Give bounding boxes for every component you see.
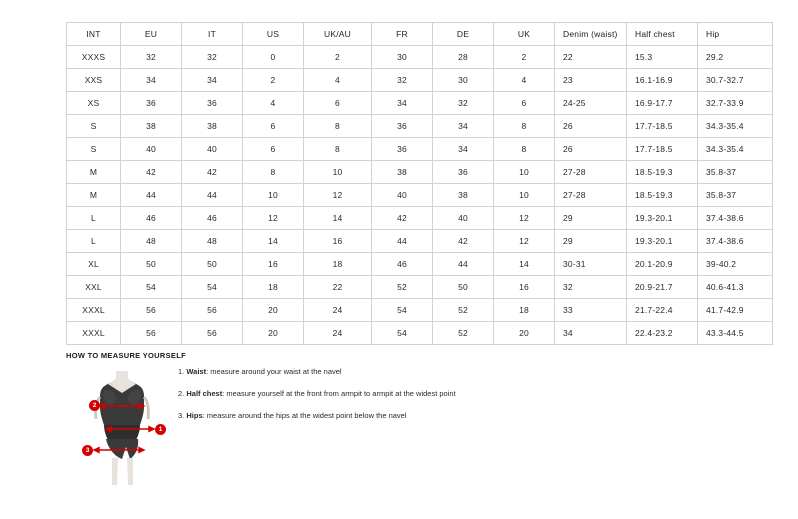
measurement-figure (78, 367, 174, 487)
cell-eu: 36 (121, 92, 182, 115)
cell-de: 42 (433, 230, 494, 253)
cell-uk-au: 10 (304, 161, 372, 184)
cell-half-chest: 20.1-20.9 (627, 253, 698, 276)
cell-fr: 36 (372, 138, 433, 161)
cell-hip: 32.7-33.9 (698, 92, 773, 115)
cell-it: 40 (182, 138, 243, 161)
cell-int: S (67, 115, 121, 138)
cell-eu: 40 (121, 138, 182, 161)
cell-hip: 35.8-37 (698, 184, 773, 207)
cell-fr: 54 (372, 322, 433, 345)
cell-it: 38 (182, 115, 243, 138)
cell-hip: 30.7-32.7 (698, 69, 773, 92)
cell-half-chest: 21.7-22.4 (627, 299, 698, 322)
cell-eu: 56 (121, 299, 182, 322)
cell-us: 6 (243, 115, 304, 138)
measure-step-2-label: Half chest (186, 389, 223, 398)
cell-half-chest: 18.5-19.3 (627, 184, 698, 207)
cell-eu: 54 (121, 276, 182, 299)
cell-uk: 18 (494, 299, 555, 322)
table-row (67, 230, 773, 253)
cell-eu: 34 (121, 69, 182, 92)
column-header-uk: UK (494, 23, 555, 46)
cell-fr: 32 (372, 69, 433, 92)
cell-denim-waist: 24-25 (555, 92, 627, 115)
cell-eu: 50 (121, 253, 182, 276)
cell-it: 44 (182, 184, 243, 207)
measure-step-3-text: : measure around the hips at the widest point below the navel (202, 411, 407, 420)
cell-us: 10 (243, 184, 304, 207)
cell-de: 38 (433, 184, 494, 207)
cell-hip: 34.3-35.4 (698, 115, 773, 138)
cell-it: 34 (182, 69, 243, 92)
cell-us: 4 (243, 92, 304, 115)
cell-denim-waist: 34 (555, 322, 627, 345)
cell-int: XXXL (67, 322, 121, 345)
cell-uk: 10 (494, 161, 555, 184)
cell-us: 20 (243, 299, 304, 322)
cell-half-chest: 16.9-17.7 (627, 92, 698, 115)
cell-eu: 38 (121, 115, 182, 138)
cell-denim-waist: 29 (555, 207, 627, 230)
measure-step-2 (178, 389, 608, 398)
how-to-measure-title: HOW TO MEASURE YOURSELF (66, 351, 186, 360)
cell-hip: 43.3-44.5 (698, 322, 773, 345)
cell-it: 42 (182, 161, 243, 184)
table-row (67, 69, 773, 92)
cell-uk-au: 12 (304, 184, 372, 207)
table-row (67, 276, 773, 299)
cell-half-chest: 16.1-16.9 (627, 69, 698, 92)
cell-int: M (67, 161, 121, 184)
cell-hip: 39-40.2 (698, 253, 773, 276)
cell-fr: 30 (372, 46, 433, 69)
cell-uk: 8 (494, 115, 555, 138)
table-row (67, 46, 773, 69)
cell-hip: 37.4-38.6 (698, 230, 773, 253)
cell-fr: 46 (372, 253, 433, 276)
cell-denim-waist: 30-31 (555, 253, 627, 276)
cell-int: XXS (67, 69, 121, 92)
cell-it: 36 (182, 92, 243, 115)
cell-de: 36 (433, 161, 494, 184)
cell-int: L (67, 230, 121, 253)
cell-uk: 20 (494, 322, 555, 345)
size-table-body (67, 46, 773, 345)
cell-denim-waist: 33 (555, 299, 627, 322)
measure-step-2-number: 2. (178, 389, 185, 398)
table-row (67, 115, 773, 138)
cell-half-chest: 15.3 (627, 46, 698, 69)
cell-uk: 6 (494, 92, 555, 115)
cell-hip: 29.2 (698, 46, 773, 69)
cell-de: 30 (433, 69, 494, 92)
cell-us: 0 (243, 46, 304, 69)
cell-fr: 42 (372, 207, 433, 230)
measure-step-1-label: Waist (186, 367, 207, 376)
measure-step-3 (178, 411, 608, 420)
cell-de: 34 (433, 138, 494, 161)
cell-uk: 12 (494, 230, 555, 253)
column-header-hip: Hip (698, 23, 773, 46)
cell-int: M (67, 184, 121, 207)
cell-uk-au: 22 (304, 276, 372, 299)
column-header-fr: FR (372, 23, 433, 46)
size-table-header (67, 23, 773, 46)
size-table (66, 22, 773, 345)
cell-us: 6 (243, 138, 304, 161)
cell-fr: 38 (372, 161, 433, 184)
cell-eu: 32 (121, 46, 182, 69)
cell-hip: 37.4-38.6 (698, 207, 773, 230)
cell-it: 56 (182, 322, 243, 345)
cell-it: 46 (182, 207, 243, 230)
cell-uk: 2 (494, 46, 555, 69)
cell-denim-waist: 32 (555, 276, 627, 299)
cell-us: 2 (243, 69, 304, 92)
cell-half-chest: 20.9-21.7 (627, 276, 698, 299)
table-row (67, 92, 773, 115)
cell-us: 18 (243, 276, 304, 299)
cell-us: 16 (243, 253, 304, 276)
cell-uk: 16 (494, 276, 555, 299)
cell-us: 14 (243, 230, 304, 253)
cell-denim-waist: 23 (555, 69, 627, 92)
measure-step-1-number: 1. (178, 367, 185, 376)
table-row (67, 299, 773, 322)
measure-step-3-label: Hips (186, 411, 203, 420)
cell-denim-waist: 27-28 (555, 161, 627, 184)
cell-it: 48 (182, 230, 243, 253)
column-header-denim-waist: Denim (waist) (555, 23, 627, 46)
cell-uk-au: 6 (304, 92, 372, 115)
table-row (67, 161, 773, 184)
cell-uk-au: 18 (304, 253, 372, 276)
cell-int: XXXS (67, 46, 121, 69)
cell-half-chest: 19.3-20.1 (627, 230, 698, 253)
cell-uk: 4 (494, 69, 555, 92)
cell-denim-waist: 22 (555, 46, 627, 69)
cell-int: XL (67, 253, 121, 276)
table-row (67, 253, 773, 276)
cell-hip: 41.7-42.9 (698, 299, 773, 322)
cell-de: 34 (433, 115, 494, 138)
cell-half-chest: 18.5-19.3 (627, 161, 698, 184)
cell-fr: 52 (372, 276, 433, 299)
cell-uk-au: 24 (304, 322, 372, 345)
cell-int: XS (67, 92, 121, 115)
cell-uk-au: 4 (304, 69, 372, 92)
cell-uk-au: 16 (304, 230, 372, 253)
column-header-eu: EU (121, 23, 182, 46)
measure-steps-list (178, 367, 608, 433)
table-row (67, 184, 773, 207)
cell-uk-au: 14 (304, 207, 372, 230)
cell-denim-waist: 27-28 (555, 184, 627, 207)
column-header-de: DE (433, 23, 494, 46)
cell-fr: 34 (372, 92, 433, 115)
cell-hip: 35.8-37 (698, 161, 773, 184)
cell-uk-au: 8 (304, 138, 372, 161)
column-header-int: INT (67, 23, 121, 46)
size-table-container (66, 22, 744, 345)
cell-uk: 10 (494, 184, 555, 207)
figure-badge-3: 3 (82, 445, 93, 456)
cell-int: S (67, 138, 121, 161)
figure-badge-1: 1 (155, 424, 166, 435)
cell-int: L (67, 207, 121, 230)
cell-uk-au: 24 (304, 299, 372, 322)
table-row (67, 138, 773, 161)
cell-us: 12 (243, 207, 304, 230)
cell-de: 40 (433, 207, 494, 230)
table-row (67, 322, 773, 345)
cell-de: 52 (433, 299, 494, 322)
column-header-half-chest: Half chest (627, 23, 698, 46)
measure-step-2-text: : measure yourself at the front from armpit to armpit at the widest point (222, 389, 456, 398)
column-header-us: US (243, 23, 304, 46)
cell-us: 20 (243, 322, 304, 345)
cell-it: 50 (182, 253, 243, 276)
cell-eu: 44 (121, 184, 182, 207)
cell-uk: 8 (494, 138, 555, 161)
cell-uk-au: 2 (304, 46, 372, 69)
cell-uk: 14 (494, 253, 555, 276)
cell-eu: 56 (121, 322, 182, 345)
cell-fr: 44 (372, 230, 433, 253)
cell-us: 8 (243, 161, 304, 184)
cell-hip: 40.6-41.3 (698, 276, 773, 299)
cell-denim-waist: 29 (555, 230, 627, 253)
cell-int: XXXL (67, 299, 121, 322)
cell-denim-waist: 26 (555, 115, 627, 138)
cell-it: 32 (182, 46, 243, 69)
cell-eu: 42 (121, 161, 182, 184)
cell-half-chest: 17.7-18.5 (627, 138, 698, 161)
cell-de: 50 (433, 276, 494, 299)
table-row (67, 207, 773, 230)
cell-uk: 12 (494, 207, 555, 230)
measure-step-1-text: : measure around your waist at the navel (206, 367, 342, 376)
cell-uk-au: 8 (304, 115, 372, 138)
cell-fr: 40 (372, 184, 433, 207)
cell-de: 28 (433, 46, 494, 69)
cell-de: 52 (433, 322, 494, 345)
cell-fr: 36 (372, 115, 433, 138)
cell-half-chest: 17.7-18.5 (627, 115, 698, 138)
cell-eu: 48 (121, 230, 182, 253)
cell-int: XXL (67, 276, 121, 299)
cell-eu: 46 (121, 207, 182, 230)
measure-step-3-number: 3. (178, 411, 185, 420)
cell-it: 54 (182, 276, 243, 299)
cell-fr: 54 (372, 299, 433, 322)
cell-it: 56 (182, 299, 243, 322)
column-header-it: IT (182, 23, 243, 46)
cell-half-chest: 19.3-20.1 (627, 207, 698, 230)
table-header-row (67, 23, 773, 46)
cell-de: 32 (433, 92, 494, 115)
cell-de: 44 (433, 253, 494, 276)
measure-step-1 (178, 367, 608, 376)
cell-denim-waist: 26 (555, 138, 627, 161)
cell-hip: 34.3-35.4 (698, 138, 773, 161)
column-header-uk-au: UK/AU (304, 23, 372, 46)
figure-badge-2: 2 (89, 400, 100, 411)
cell-half-chest: 22.4-23.2 (627, 322, 698, 345)
